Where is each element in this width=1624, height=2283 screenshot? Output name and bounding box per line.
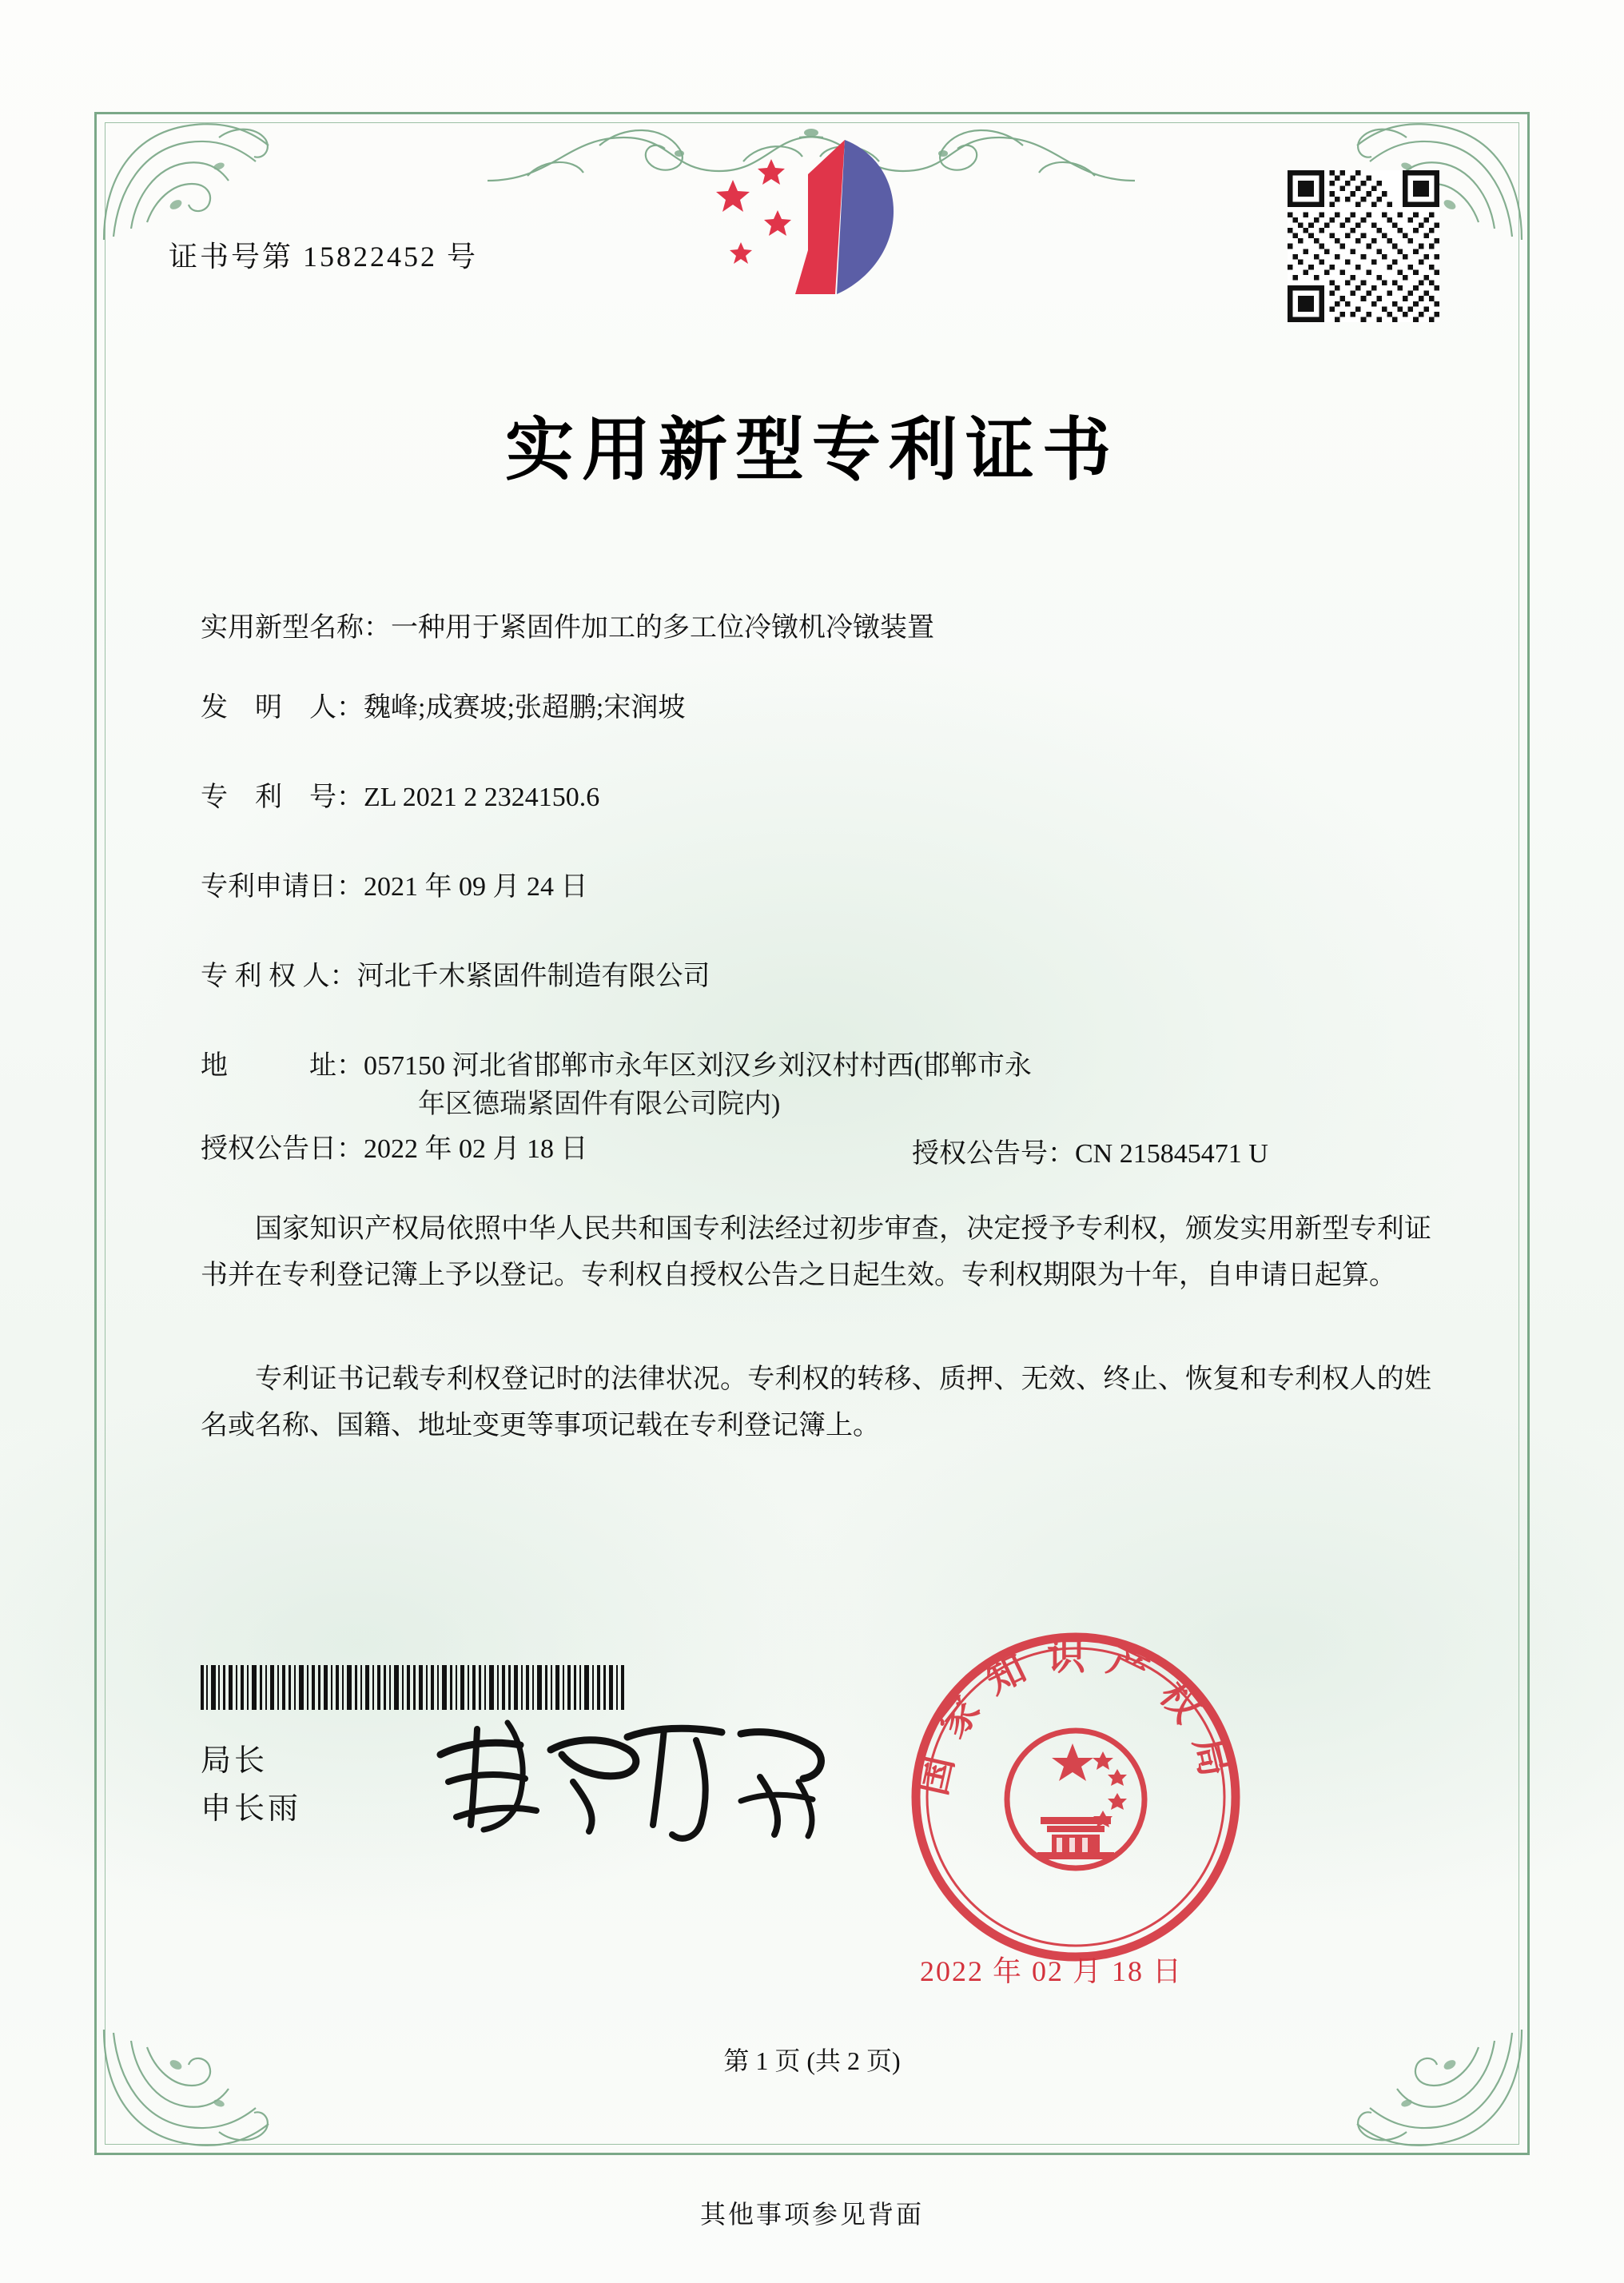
- field-address-value: 057150 河北省邯郸市永年区刘汉乡刘汉村村西(邯郸市永: [364, 1051, 1032, 1081]
- field-patent-number-label: 专 利 号：: [201, 783, 364, 812]
- legal-paragraph-2: 专利证书记载专利权登记时的法律状况。专利权的转移、质押、无效、终止、恢复和专利权人的姓名或名称、国籍、地址变更等事项记载在专利登记簿上。: [201, 1365, 1431, 1440]
- field-patentee-value: 河北千木紧固件制造有限公司: [356, 962, 710, 991]
- svg-text:国家知识产权局: 国家知识产权局: [910, 1634, 1241, 1799]
- field-patentee-label: 专 利 权 人：: [201, 962, 357, 991]
- field-application-date-value: 2021 年 09 月 24 日: [364, 872, 588, 902]
- field-utility-model-name-label: 实用新型名称：: [201, 613, 391, 643]
- field-inventor-value: 魏峰;成赛坡;张超鹏;宋润坡: [364, 693, 686, 723]
- field-grant-number: [912, 1131, 1268, 1170]
- footer-note: 其他事项参见背面: [699, 2200, 924, 2229]
- legal-paragraph-1: 国家知识产权局依照中华人民共和国专利法经过初步审查，决定授予专利权，颁发实用新型专利证书并在专利登记簿上予以登记。专利权自授权公告之日起生效。专利权期限为十年，自申请日起算。: [201, 1214, 1431, 1290]
- field-grant-number-label: 授权公告号：: [912, 1139, 1075, 1169]
- cnipa-logo: [688, 130, 936, 314]
- field-grant-number-value: CN 215845471 U: [1075, 1139, 1268, 1169]
- handwritten-signature: [424, 1705, 840, 1849]
- director-label: 局长: [201, 1744, 269, 1778]
- field-grant-date-label: 授权公告日：: [201, 1134, 364, 1164]
- director-name: 申长雨: [201, 1792, 302, 1826]
- field-grant-date-value: 2022 年 02 月 18 日: [364, 1134, 588, 1164]
- field-address: [201, 1048, 1447, 1085]
- field-address-value-line2: 年区德瑞紧固件有限公司院内): [418, 1090, 781, 1119]
- field-application-date: [201, 869, 1447, 906]
- qr-code: [1288, 170, 1439, 322]
- seal-date: 2022 年 02 月 18 日: [920, 1955, 1184, 1987]
- field-application-date-label: 专利申请日：: [201, 872, 364, 902]
- field-address-label: 地 址：: [201, 1051, 364, 1081]
- official-seal: [904, 1625, 1248, 1969]
- field-utility-model-name-value: 一种用于紧固件加工的多工位冷镦机冷镦装置: [391, 613, 934, 643]
- field-utility-model-name: [201, 610, 1447, 647]
- page-number: 第 1 页 (共 2 页): [723, 2046, 901, 2075]
- field-patent-number-value: ZL 2021 2 2324150.6: [364, 783, 600, 812]
- barcode: [201, 1665, 632, 1710]
- certificate-number: 证书号第 15822452 号: [169, 241, 479, 273]
- field-patent-number: [201, 779, 1447, 816]
- field-inventor: [201, 690, 1447, 727]
- page-title: 实用新型专利证书: [505, 409, 1119, 490]
- field-patentee: [201, 958, 1447, 995]
- field-inventor-label: 发 明 人：: [201, 693, 364, 723]
- director-block: [201, 1737, 301, 1833]
